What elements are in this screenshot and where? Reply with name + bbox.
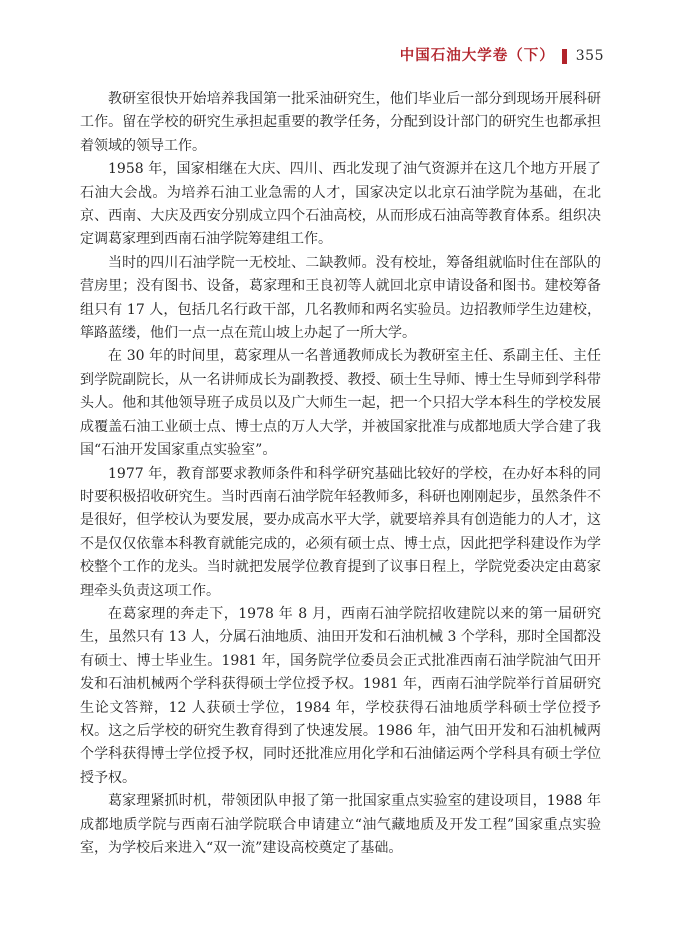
paragraph-5: 1977 年，教育部要求教师条件和科学研究基础比较好的学校，在办好本科的同时要积极招收研究生。当时西南石油学院年轻教师多，科研也刚刚起步，虽然条件不是很好，但学校认为要发展，要办成高水平大学，就要培养具有创造能力的人才，这不是仅仅依靠本科教育就能完成的，必须有硕士点、博士点，因此把学科建设作为学校整个工作的龙头。当时就把发展学位教育提到了议事日程上，学院党委决定由葛家理牵头负责这项工作。 <box>80 465 601 599</box>
page-number: 355 <box>575 48 604 64</box>
paragraph-1: 教研室很快开始培养我国第一批采油研究生，他们毕业后一部分到现场开展科研工作。留在学校的研究生承担起重要的教学任务，分配到设计部门的研究生也都承担着领域的领导工作。 <box>80 91 601 154</box>
paragraph-6: 在葛家理的奔走下，1978 年 8 月，西南石油学院招收建院以来的第一届研究生，虽然只有 13 人，分属石油地质、油田开发和石油机械 3 个学科，那时全国都没有硕士、博士毕业生。1981 年，国务院学位委员会正式批准西南石油学院油气田开发和石油机械两个学科获得硕士学位授予权。1981 年，西南石油学院举行首届研究生论文答辩，12 人获硕士学位，1984 年，学校获得石油地质学科硕士学位授予权。这之后学校的研究生教育得到了快速发展。1986 年，油气田开发和石油机械两个学科获得博士学位授予权，同时还批准应用化学和石油储运两个学科具有硕士学位授予权。 <box>80 605 601 786</box>
header-title: 中国石油大学卷（下） <box>399 47 555 64</box>
paragraph-2: 1958 年，国家相继在大庆、四川、西北发现了油气资源并在这几个地方开展了石油大会战。为培养石油工业急需的人才，国家决定以北京石油学院为基础，在北京、西南、大庆及西安分别成立四个石油高校，从而形成石油高等教育体系。组织决定调葛家理到西南石油学院筹建组工作。 <box>80 161 601 248</box>
running-header <box>80 46 604 66</box>
header-divider-bar <box>562 49 567 64</box>
paragraph-4: 在 30 年的时间里，葛家理从一名普通教师成长为教研室主任、系副主任、主任到学院副院长，从一名讲师成长为副教授、教授、硕士生导师、博士生导师到学科带头人。他和其他领导班子成员以及广大师生一起，把一个只招大学本科生的学校发展成覆盖石油工业硕士点、博士点的万人大学，并被国家批准与成都地质大学合建了我国“石油开发国家重点实验室”。 <box>80 348 601 459</box>
paragraph-3: 当时的四川石油学院一无校址、二缺教师。没有校址，筹备组就临时住在部队的营房里；没有图书、设备，葛家理和王良初等人就回北京申请设备和图书。建校筹备组只有 17 人，包括几名行政干部，几名教师和两名实验员。边招教师学生边建校，筚路蓝缕，他们一点一点在荒山坡上办起了一所大学。 <box>80 254 601 342</box>
paragraph-7: 葛家理紧抓时机，带领团队申报了第一批国家重点实验室的建设项目，1988 年成都地质学院与西南石油学院联合申请建立“油气藏地质及开发工程”国家重点实验室，为学校后来进入“双一流”建设高校奠定了基础。 <box>80 793 601 856</box>
body-text <box>80 88 601 860</box>
